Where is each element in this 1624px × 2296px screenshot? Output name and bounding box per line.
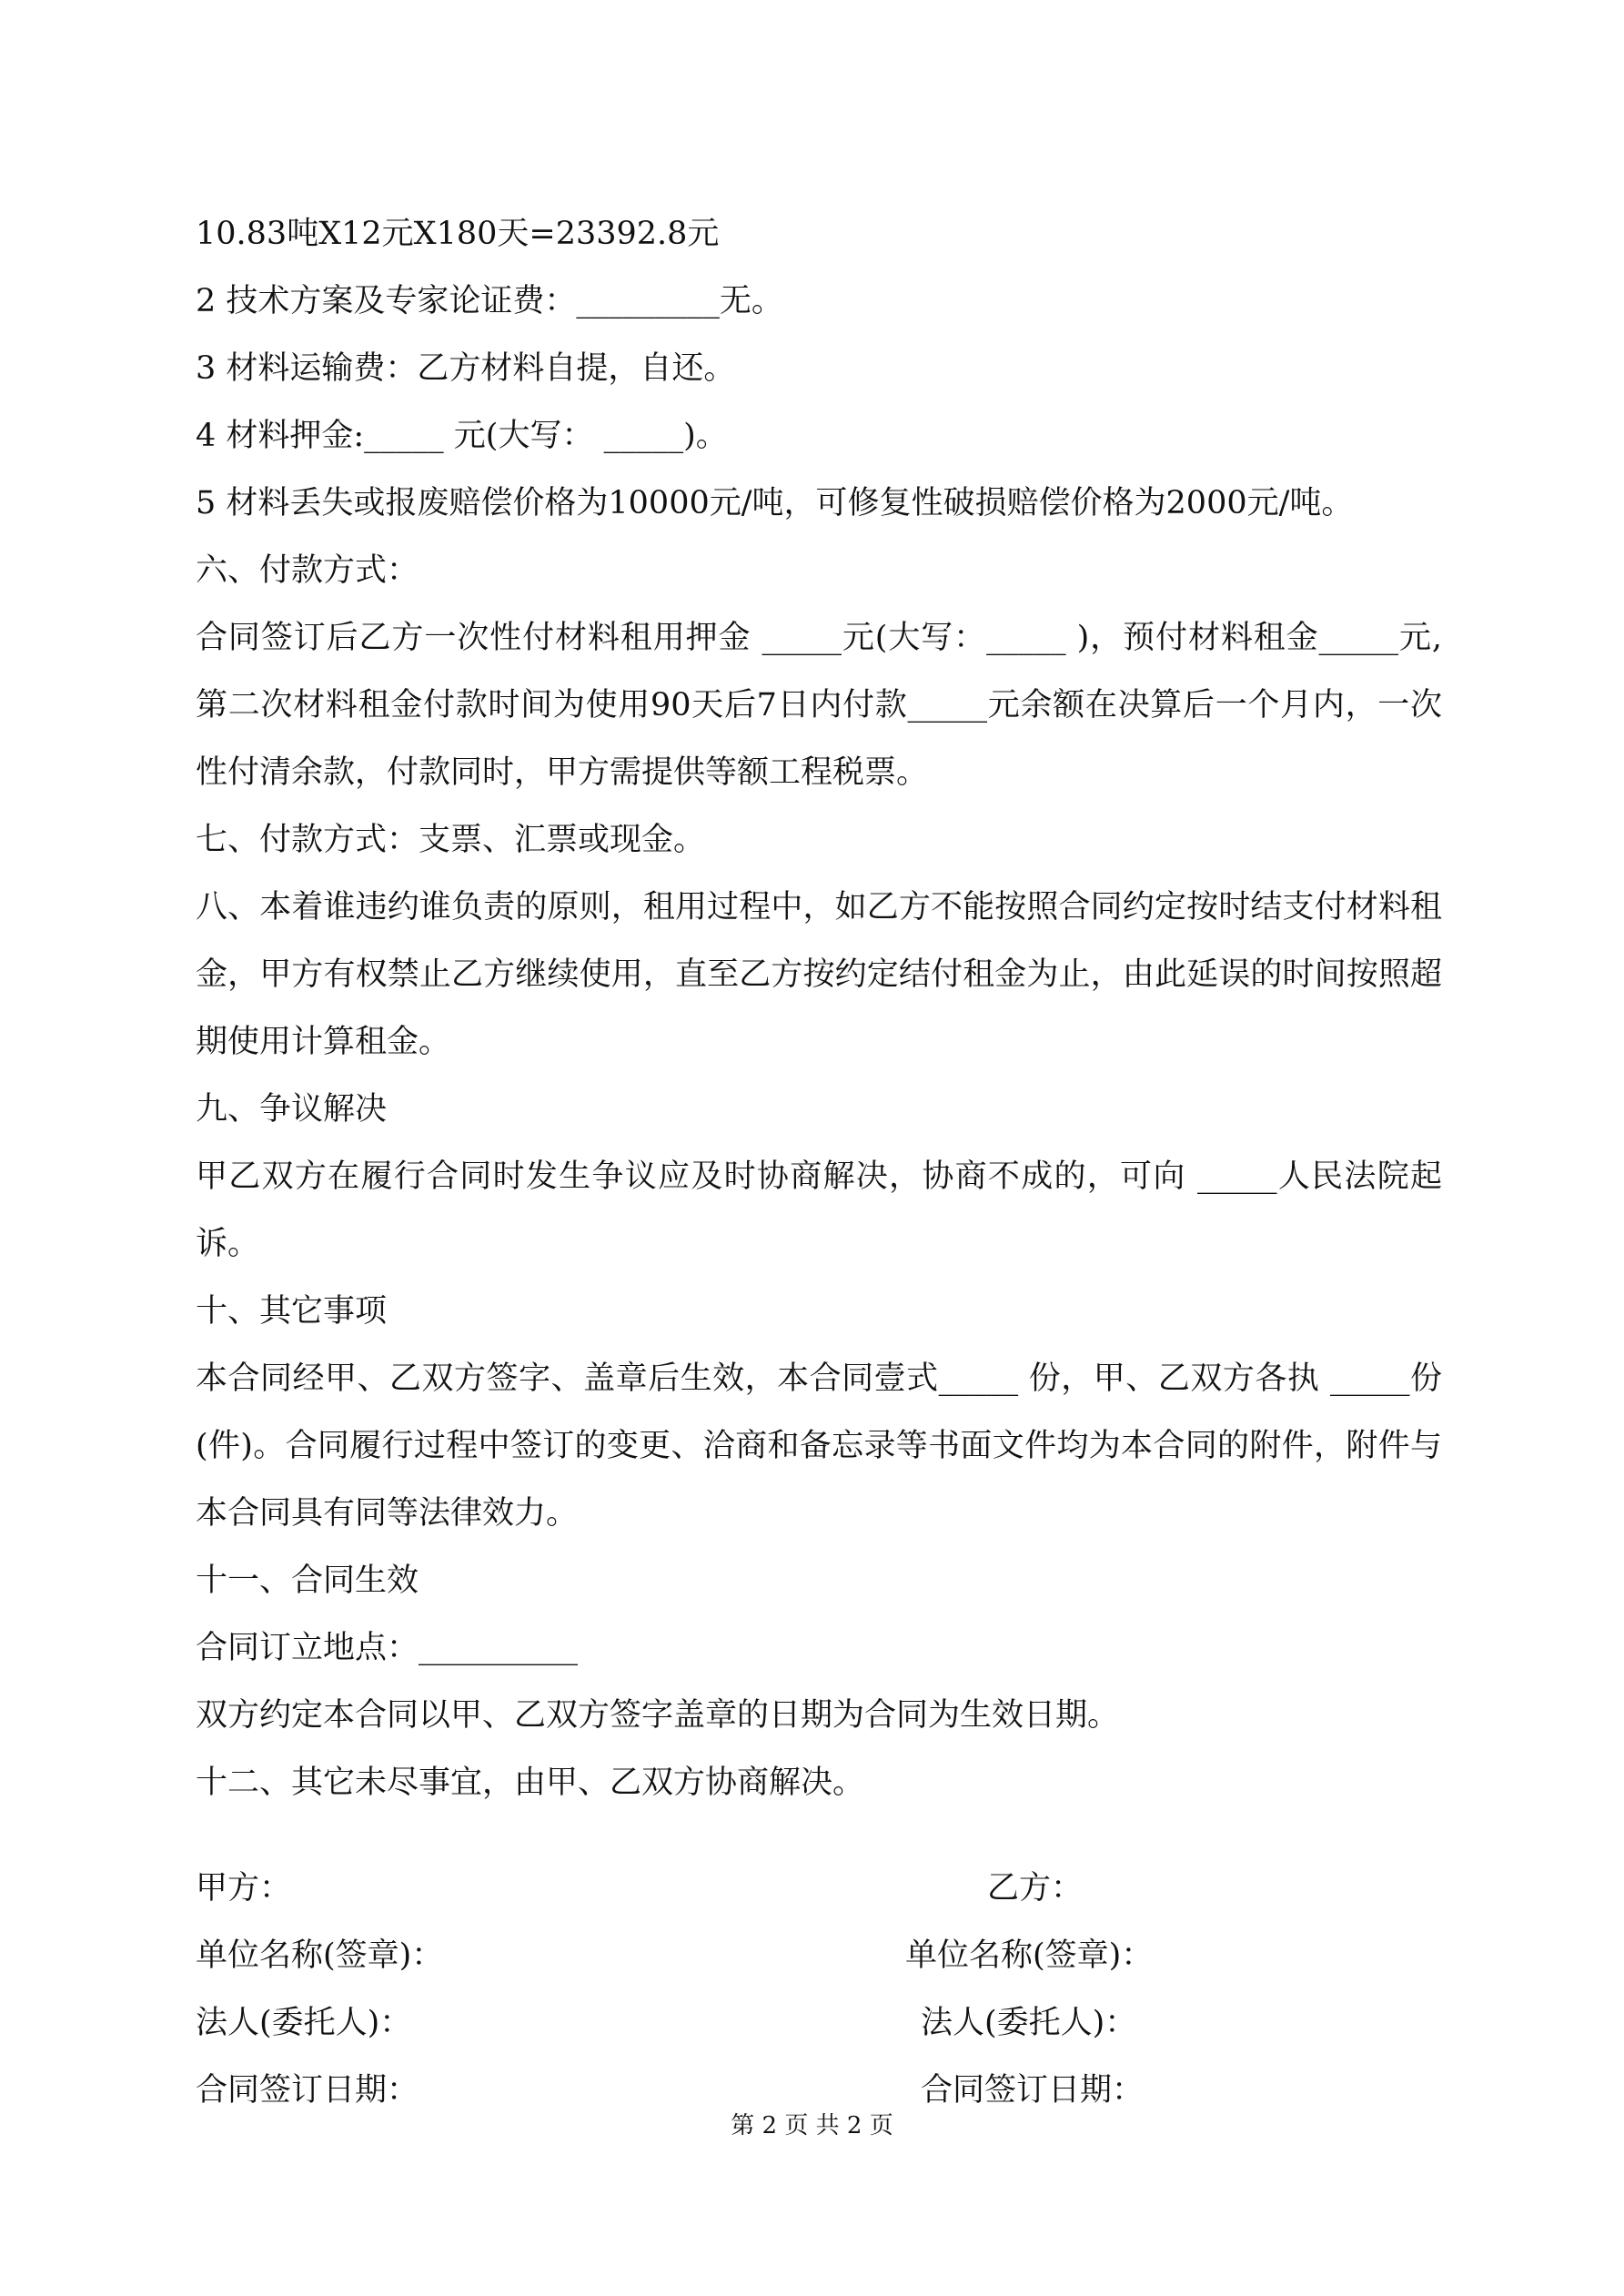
contract-body bbox=[196, 200, 1442, 1816]
paragraph-expert-fee: 2 技术方案及专家论证费：_________无。 bbox=[196, 283, 783, 319]
paragraph-other-matters: 本合同经甲、乙双方签字、盖章后生效，本合同壹式_____ 份，甲、乙双方各执 _____份(件)。合同履行过程中签订的变更、洽商和备忘录等书面文件均为本合同的附件，附件与本合同具有同等法律效力。 bbox=[196, 1360, 1442, 1532]
party-b-legal-rep: 法人(委托人)： bbox=[921, 2005, 1137, 2041]
paragraph-breach-liability: 八、本着谁违约谁负责的原则，租用过程中，如乙方不能按照合同约定按时结支付材料租金，甲方有权禁止乙方继续使用，直至乙方按约定结付租金为止，由此延误的时间按照超期使用计算租金。 bbox=[196, 889, 1442, 1060]
paragraph-unresolved-matters: 十二、其它未尽事宜，由甲、乙双方协商解决。 bbox=[196, 1765, 865, 1801]
page-number-footer: 第 2 页 共 2 页 bbox=[731, 2112, 893, 2139]
signature-row-legal-rep bbox=[196, 1989, 1442, 2057]
paragraph-dispute-resolution: 甲乙双方在履行合同时发生争议应及时协商解决，协商不成的，可向 _____人民法院起诉。 bbox=[196, 1158, 1442, 1262]
party-b-sign-date: 合同签订日期： bbox=[921, 2072, 1145, 2109]
section-heading-payment-method: 六、付款方式： bbox=[196, 552, 419, 589]
paragraph-signing-place: 合同订立地点：__________ bbox=[196, 1630, 579, 1666]
paragraph-effective-date: 双方约定本合同以甲、乙双方签字盖章的日期为合同为生效日期。 bbox=[196, 1697, 1120, 1734]
party-a-legal-rep: 法人(委托人)： bbox=[196, 2005, 412, 2041]
section-heading-effectiveness: 十一、合同生效 bbox=[196, 1563, 419, 1599]
party-a-label: 甲方： bbox=[196, 1870, 292, 1907]
signature-row-unit-name bbox=[196, 1922, 1442, 1989]
party-a-sign-date: 合同签订日期： bbox=[196, 2072, 419, 2109]
paragraph-transport-fee: 3 材料运输费：乙方材料自提，自还。 bbox=[196, 350, 736, 387]
party-a-unit-name: 单位名称(签章)： bbox=[196, 1937, 444, 1974]
paragraph-payment-terms: 合同签订后乙方一次性付材料租用押金 _____元(大写：_____ )，预付材料租金_____元,第二次材料租金付款时间为使用90天后7日内付款_____元余额在决算后一个月内，一次性付清余款，付款同时，甲方需提供等额工程税票。 bbox=[196, 620, 1442, 791]
paragraph-loss-compensation: 5 材料丢失或报废赔偿价格为10000元/吨，可修复性破损赔偿价格为2000元/吨。 bbox=[196, 485, 1354, 521]
section-heading-other-matters: 十、其它事项 bbox=[196, 1293, 388, 1330]
signature-row-party bbox=[196, 1855, 1442, 1922]
party-b-label: 乙方： bbox=[987, 1870, 1084, 1907]
section-heading-dispute: 九、争议解决 bbox=[196, 1091, 388, 1128]
paragraph-deposit: 4 材料押金:_____ 元(大写： _____)。 bbox=[196, 418, 728, 454]
section-heading-payment-forms: 七、付款方式：支票、汇票或现金。 bbox=[196, 822, 706, 858]
paragraph-rental-calculation: 10.83吨X12元X180天=23392.8元 bbox=[196, 216, 720, 252]
party-b-unit-name: 单位名称(签章)： bbox=[905, 1937, 1154, 1974]
